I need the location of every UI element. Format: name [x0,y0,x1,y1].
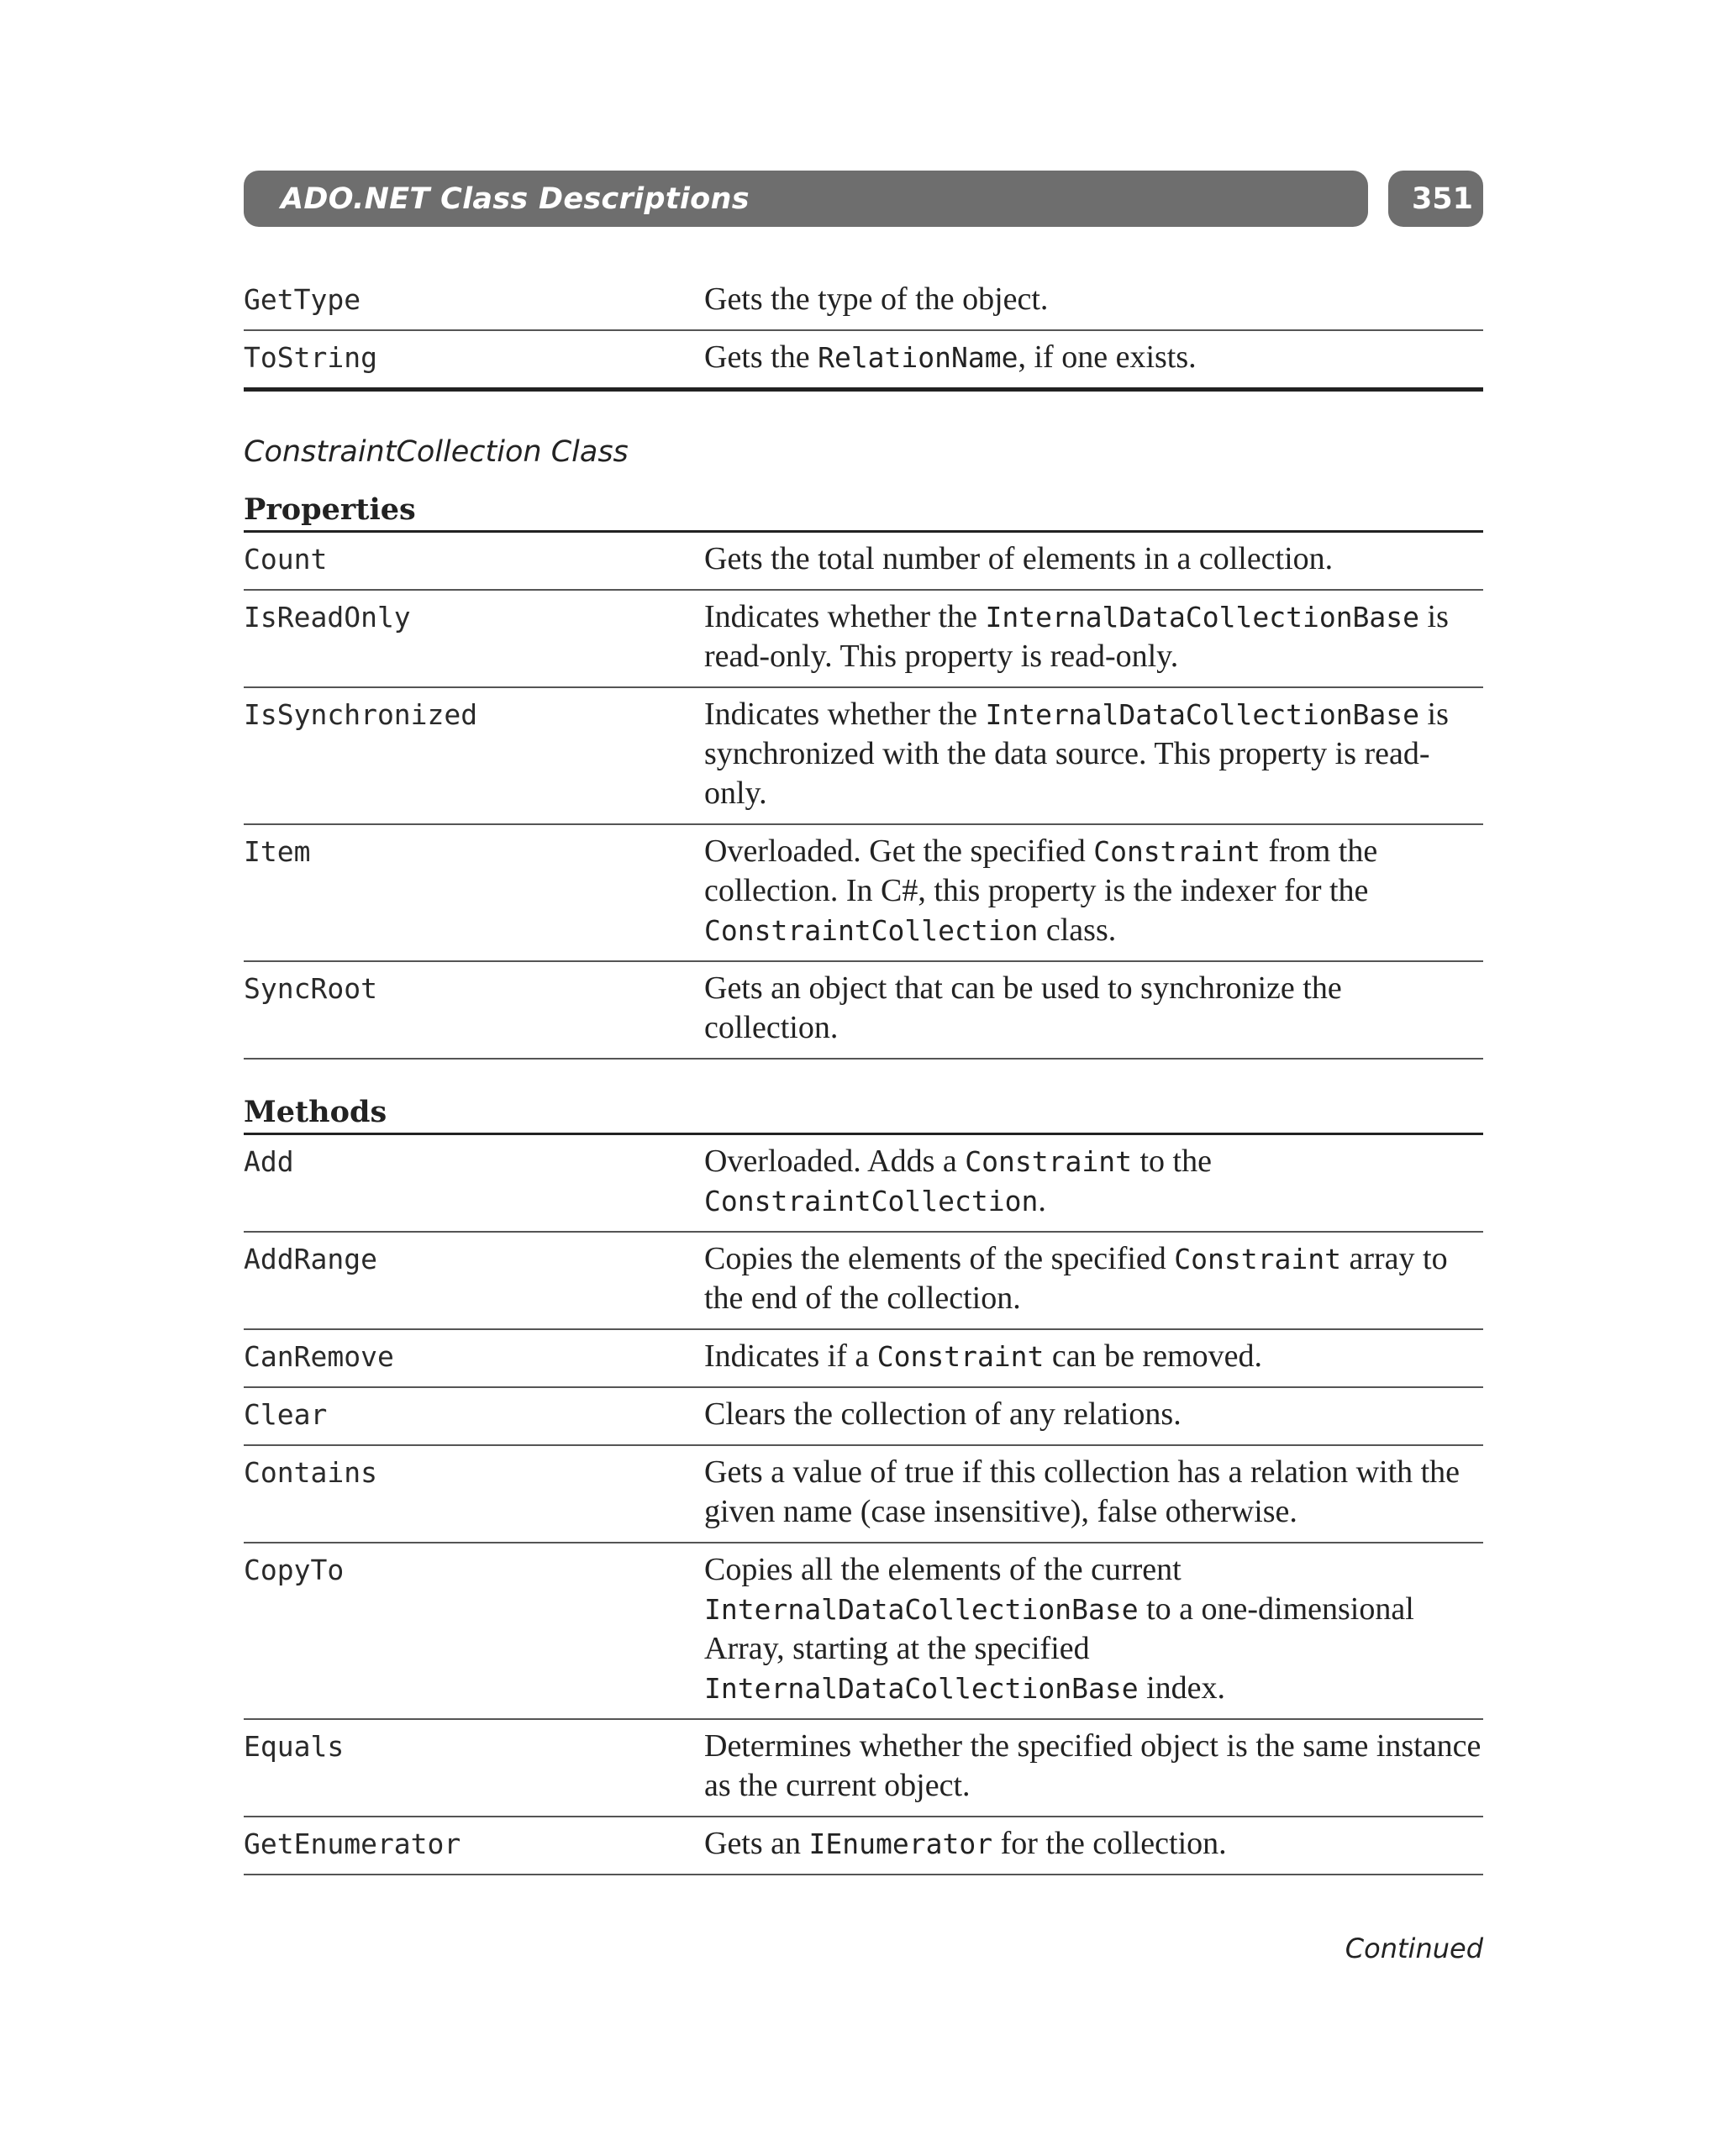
member-description [704,590,1483,687]
table-row [244,824,1483,961]
member-name: CopyTo [244,1543,704,1719]
member-description [704,961,1483,1059]
description-text: Gets an [704,1826,809,1861]
member-description [704,1817,1483,1875]
table-row [244,590,1483,687]
member-description [704,1543,1483,1719]
description-text: class. [1038,912,1117,948]
running-header [244,171,1368,227]
description-text: is read-only. This property is read-only. [704,599,1449,674]
table-row [244,1445,1483,1543]
table-row [244,1543,1483,1719]
code-term: ConstraintCollection [704,914,1039,947]
description-text: Gets the [704,339,818,375]
member-name: Contains [244,1445,704,1543]
description-text: from the collection. In C#, this property is the indexer for the [704,833,1378,908]
description-text: array to the end of the collection. [704,1241,1448,1316]
table-row [244,273,1483,330]
code-term: Constraint [965,1145,1132,1178]
table-row [244,687,1483,824]
table-row [244,533,1483,590]
running-header-title: ADO.NET Class Descriptions [281,181,750,216]
continued-note: Continued [1345,1933,1483,1964]
table-row [244,1719,1483,1817]
table-row [244,961,1483,1059]
description-text: Indicates if a [704,1338,877,1374]
member-description [704,687,1483,824]
description-text: , if one exists. [1018,339,1197,375]
member-description [704,533,1483,590]
member-description [704,1329,1483,1387]
description-text: to a one-dimensional Array, starting at the specified [704,1591,1414,1666]
description-text: Overloaded. Get the specified [704,833,1094,869]
class-title: ConstraintCollection Class [244,435,629,469]
code-term: InternalDataCollectionBase [985,698,1420,731]
member-description [704,273,1483,330]
code-term: Constraint [1093,835,1260,868]
table-row [244,1232,1483,1329]
member-name: AddRange [244,1232,704,1329]
description-text: Gets the type of the object. [704,281,1049,317]
description-text: Gets a value of true if this collection has a relation with the given name (case insensitive), false otherwise. [704,1454,1460,1529]
description-text: to the [1131,1144,1212,1179]
member-name: GetEnumerator [244,1817,704,1875]
code-term: RelationName [818,341,1018,374]
code-term: Constraint [876,1340,1045,1373]
member-description [704,1445,1483,1543]
description-text: . [1038,1183,1046,1218]
member-name: Item [244,824,704,961]
description-text: Gets an object that can be used to synchronize the collection. [704,970,1342,1045]
member-name: Add [244,1135,704,1232]
description-text: index. [1138,1670,1225,1706]
description-text: Clears the collection of any relations. [704,1396,1182,1432]
member-name: IsReadOnly [244,590,704,687]
member-description [704,1719,1483,1817]
member-description [704,1135,1483,1232]
table-row [244,330,1483,390]
table-row [244,1387,1483,1445]
member-name: CanRemove [244,1329,704,1387]
description-text: Indicates whether the [704,599,986,634]
code-term: ConstraintCollection [704,1185,1039,1217]
description-text: Determines whether the specified object is the same instance as the current object. [704,1728,1482,1803]
top-table-body [244,273,1483,390]
code-term: InternalDataCollectionBase [985,601,1420,634]
member-description [704,330,1483,390]
methods-heading: Methods [244,1095,1483,1135]
description-text: can be removed. [1044,1338,1262,1374]
member-name: Count [244,533,704,590]
member-description [704,1387,1483,1445]
member-name: GetType [244,273,704,330]
description-text: Copies the elements of the specified [704,1241,1175,1276]
properties-heading: Properties [244,492,1483,533]
member-description [704,824,1483,961]
table-row [244,1135,1483,1232]
top-table [244,273,1483,392]
member-name: IsSynchronized [244,687,704,824]
table-row [244,1817,1483,1875]
member-name: SyncRoot [244,961,704,1059]
member-name: Clear [244,1387,704,1445]
code-term: InternalDataCollectionBase [704,1593,1139,1626]
page-content [244,273,1483,1875]
member-description [704,1232,1483,1329]
description-text: is synchronized with the data source. This property is read-only. [704,697,1449,811]
methods-table-body [244,1135,1483,1875]
description-text: Copies all the elements of the current [704,1552,1182,1587]
member-name: ToString [244,330,704,390]
table-row [244,1329,1483,1387]
methods-table [244,1135,1483,1875]
description-text: Indicates whether the [704,697,986,732]
description-text: Gets the total number of elements in a collection. [704,541,1334,576]
description-text: Overloaded. Adds a [704,1144,966,1179]
properties-table [244,533,1483,1060]
code-term: Constraint [1174,1243,1341,1275]
page-number: 351 [1388,171,1483,227]
description-text: for the collection. [992,1826,1227,1861]
member-name: Equals [244,1719,704,1817]
properties-table-body [244,533,1483,1059]
code-term: IEnumerator [808,1827,993,1860]
code-term: InternalDataCollectionBase [704,1672,1139,1705]
